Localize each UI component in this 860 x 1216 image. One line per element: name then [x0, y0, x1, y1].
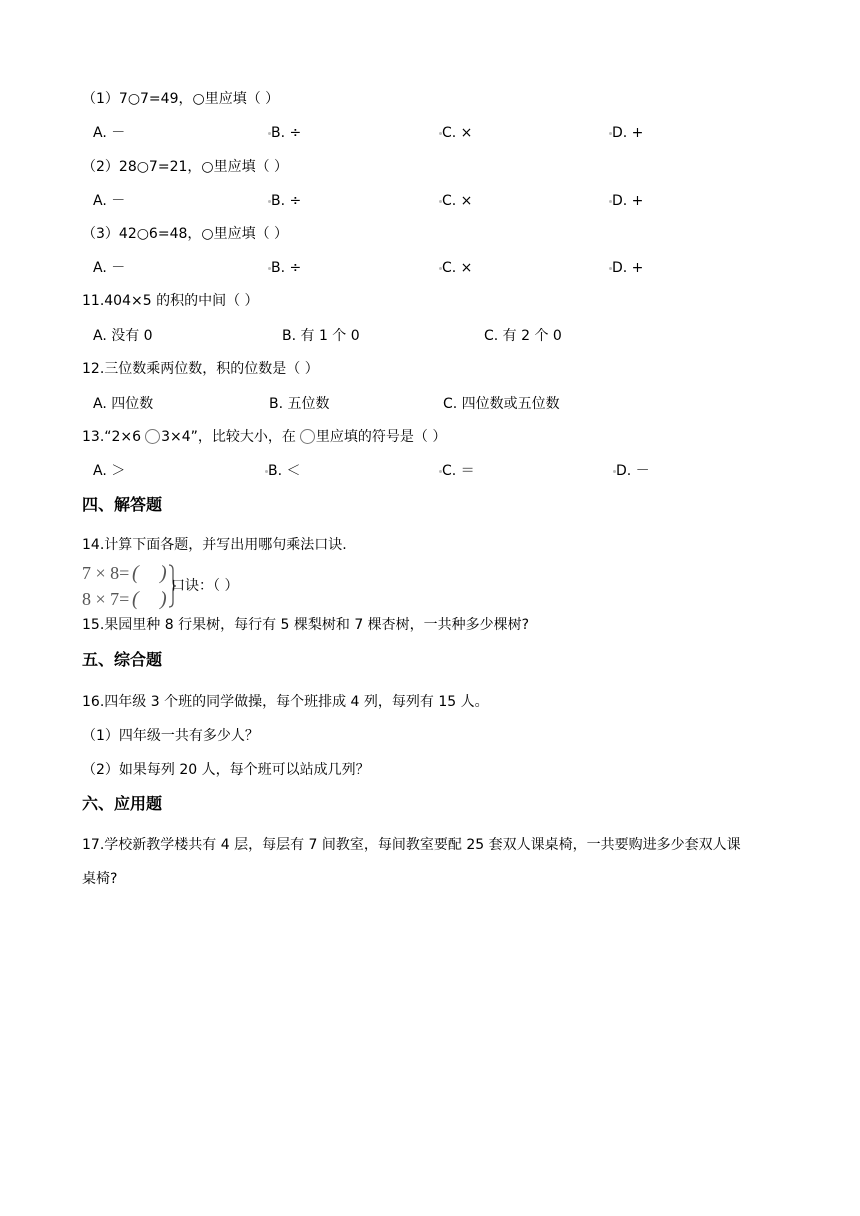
q12-stem: 12.三位数乘两位数，积的位数是（ ）: [82, 361, 319, 377]
q10-sub2-option-b: B. ÷: [271, 193, 302, 209]
q15-stem: 15.果园里种 8 行果树，每行有 5 棵梨树和 7 棵杏树，一共种多少棵树?: [82, 617, 530, 633]
q14-paren-open: (: [132, 562, 139, 584]
q13-stem-end: 里应填的符号是（ ）: [315, 429, 447, 445]
q12-option-c: C. 四位数或五位数: [443, 396, 560, 412]
q13-option-a: A. ＞: [93, 463, 126, 479]
q10-sub1-option-a: A. －: [93, 125, 126, 141]
q11-stem: 11.404×5 的积的中间（ ）: [82, 293, 259, 309]
q11-option-c: C. 有 2 个 0: [484, 328, 562, 344]
section-title-5: 五、综合题: [82, 650, 163, 669]
q17-line2: 桌椅?: [82, 871, 118, 887]
q10-sub3-option-d: D. +: [612, 260, 644, 276]
q17-line1: 17.学校新教学楼共有 4 层，每层有 7 间教室，每间教室要配 25 套双人课桌椅，一共要购进多少套双人课: [82, 837, 741, 853]
section-title-6: 六、应用题: [82, 794, 163, 813]
q10-sub3-option-c: C. ×: [442, 260, 473, 276]
q14-eq2: 8 × 7=: [82, 589, 130, 609]
q13-stem-before: 13.“2×6: [82, 429, 142, 445]
q14-stem: 14.计算下面各题，并写出用哪句乘法口诀.: [82, 537, 347, 553]
q10-sub2-stem: （2）28○7=21，○里应填（ ）: [82, 159, 289, 175]
q10-sub2-option-d: D. +: [612, 193, 644, 209]
q12-option-b: B. 五位数: [269, 396, 330, 412]
q13-option-d: D. －: [616, 463, 650, 479]
q14-koujue: 口诀：（ ）: [171, 578, 239, 594]
q14-paren-open: (: [132, 588, 139, 610]
q10-sub2-option-c: C. ×: [442, 193, 473, 209]
q10-sub3-option-b: B. ÷: [271, 260, 302, 276]
q10-sub2-option-a: A. －: [93, 193, 126, 209]
section-title-4: 四、解答题: [82, 495, 163, 514]
q10-sub1-option-c: C. ×: [442, 125, 473, 141]
q14-equations: [82, 562, 174, 610]
q11-option-b: B. 有 1 个 0: [282, 328, 360, 344]
q13-stem-after: 3×4”，比较大小，在: [161, 429, 296, 445]
q13-option-c: C. ＝: [442, 463, 475, 479]
q16-sub2: （2）如果每列 20 人，每个班可以站成几列？: [82, 762, 370, 778]
q16-stem: 16.四年级 3 个班的同学做操，每个班排成 4 列，每列有 15 人。: [82, 694, 489, 710]
blank-circle-icon: [145, 429, 160, 444]
q10-sub1-option-b: B. ÷: [271, 125, 302, 141]
q14-paren-close: ): [160, 562, 167, 584]
q13-stem: [82, 427, 446, 447]
q11-option-a: A. 没有 0: [93, 328, 153, 344]
q13-option-b: B. ＜: [268, 463, 301, 479]
q12-option-a: A. 四位数: [93, 396, 154, 412]
blank-circle-icon: [300, 429, 315, 444]
q10-sub1-option-d: D. +: [612, 125, 644, 141]
q14-eq1: 7 × 8=: [82, 563, 130, 583]
q16-sub1: （1）四年级一共有多少人？: [82, 728, 259, 744]
q10-sub1-stem: （1）7○7=49，○里应填（ ）: [82, 91, 280, 107]
q10-sub3-stem: （3）42○6=48，○里应填（ ）: [82, 226, 289, 242]
q10-sub3-option-a: A. －: [93, 260, 126, 276]
q14-paren-close: ): [160, 588, 167, 610]
